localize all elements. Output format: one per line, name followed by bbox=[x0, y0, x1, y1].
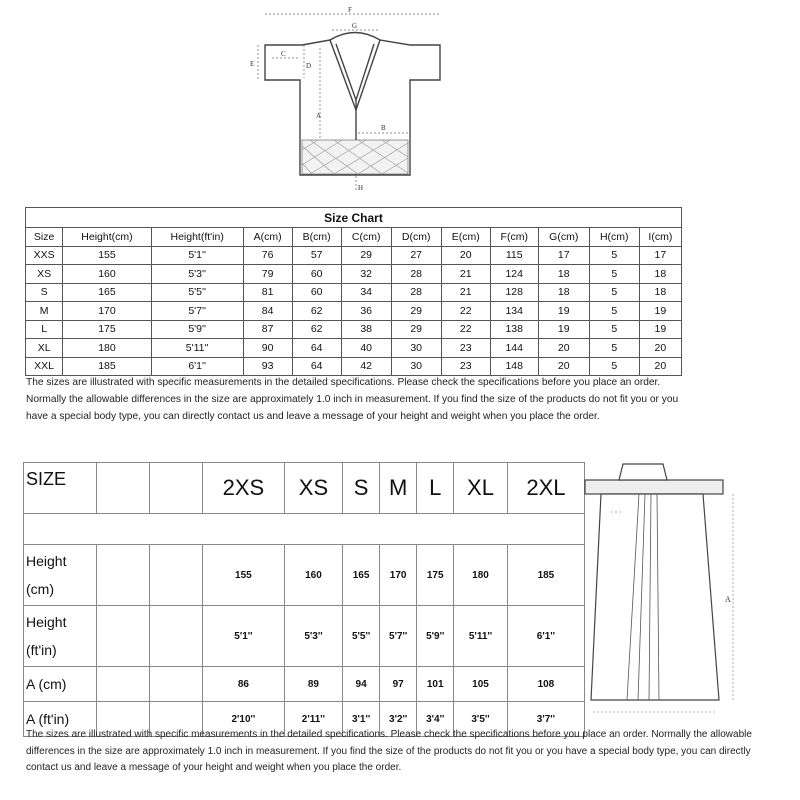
table-cell: S bbox=[26, 283, 63, 302]
table-cell: 5'9'' bbox=[151, 320, 243, 339]
size-chart-header-cell: D(cm) bbox=[391, 228, 441, 247]
table-cell: 3'2'' bbox=[380, 702, 417, 737]
table-row bbox=[26, 283, 682, 302]
table-cell: L bbox=[26, 320, 63, 339]
table-cell: 128 bbox=[490, 283, 538, 302]
table-cell: 5'9'' bbox=[417, 606, 454, 667]
table-cell: 3'4'' bbox=[417, 702, 454, 737]
table-cell: 5'5'' bbox=[151, 283, 243, 302]
hakama-size-header: XS bbox=[284, 463, 342, 514]
table-cell: 3'5'' bbox=[454, 702, 508, 737]
blank-cell bbox=[150, 545, 203, 606]
table-cell: 20 bbox=[639, 339, 681, 358]
table-cell: 27 bbox=[391, 246, 441, 265]
row-label-line1: A (ft'in) bbox=[26, 711, 70, 727]
table-cell: 138 bbox=[490, 320, 538, 339]
table-cell: 86 bbox=[203, 667, 285, 702]
table-cell: 20 bbox=[538, 357, 589, 376]
table-cell: 94 bbox=[343, 667, 380, 702]
spacer-cell bbox=[24, 514, 585, 545]
blank-cell bbox=[150, 606, 203, 667]
table-cell: 30 bbox=[391, 357, 441, 376]
table-cell: 170 bbox=[63, 302, 152, 321]
table-row bbox=[26, 302, 682, 321]
diagram-label-d: D bbox=[306, 62, 312, 70]
row-label-line1: Height bbox=[26, 553, 67, 569]
hakama-label-a: A bbox=[725, 595, 731, 604]
table-cell: 29 bbox=[341, 246, 391, 265]
table-row bbox=[24, 606, 585, 667]
table-cell: 5 bbox=[589, 339, 639, 358]
table-cell: 20 bbox=[441, 246, 490, 265]
size-chart-header-cell: Height(ft'in) bbox=[151, 228, 243, 247]
table-cell: 160 bbox=[63, 265, 152, 284]
table-cell: 3'7'' bbox=[507, 702, 584, 737]
table-cell: 5'3'' bbox=[284, 606, 342, 667]
diagram-label-h: H bbox=[358, 184, 364, 190]
table-cell: 18 bbox=[538, 265, 589, 284]
table-cell: 64 bbox=[292, 339, 341, 358]
table-cell: 5'1'' bbox=[151, 246, 243, 265]
table-cell: 32 bbox=[341, 265, 391, 284]
diagram-label-f: F bbox=[348, 6, 352, 14]
size-chart-title: Size Chart bbox=[26, 208, 682, 228]
size-chart-header-cell: H(cm) bbox=[589, 228, 639, 247]
table-cell: 124 bbox=[490, 265, 538, 284]
table-cell: 20 bbox=[538, 339, 589, 358]
hakama-size-header: S bbox=[343, 463, 380, 514]
blank-cell bbox=[150, 667, 203, 702]
spacer-row bbox=[24, 514, 585, 545]
diagram-label-a: A bbox=[316, 112, 322, 120]
table-cell: 64 bbox=[292, 357, 341, 376]
table-cell: 165 bbox=[63, 283, 152, 302]
table-cell: XXL bbox=[26, 357, 63, 376]
table-cell: 5'11'' bbox=[454, 606, 508, 667]
hakama-header-row bbox=[24, 463, 585, 514]
table-cell: XS bbox=[26, 265, 63, 284]
table-cell: 5'3'' bbox=[151, 265, 243, 284]
table-cell: 29 bbox=[391, 302, 441, 321]
table-cell: 5 bbox=[589, 302, 639, 321]
size-chart-header-cell: A(cm) bbox=[243, 228, 292, 247]
table-cell: 155 bbox=[63, 246, 152, 265]
table-cell: 57 bbox=[292, 246, 341, 265]
hakama-size-table bbox=[23, 462, 585, 737]
table-cell: 165 bbox=[343, 545, 380, 606]
table-cell: 19 bbox=[538, 320, 589, 339]
table-cell: 185 bbox=[507, 545, 584, 606]
table-cell: 87 bbox=[243, 320, 292, 339]
hakama-row-label bbox=[24, 667, 97, 702]
table-cell: 5 bbox=[589, 283, 639, 302]
table-cell: 5'1'' bbox=[203, 606, 285, 667]
table-cell: 19 bbox=[639, 320, 681, 339]
table-cell: 18 bbox=[639, 283, 681, 302]
table-cell: 115 bbox=[490, 246, 538, 265]
table-cell: 5 bbox=[589, 320, 639, 339]
table-cell: 6'1'' bbox=[507, 606, 584, 667]
size-chart-table bbox=[25, 207, 682, 376]
diagram-label-g: G bbox=[352, 22, 358, 30]
table-cell: 180 bbox=[63, 339, 152, 358]
table-cell: 144 bbox=[490, 339, 538, 358]
table-cell: 18 bbox=[639, 265, 681, 284]
size-chart-header-cell: Size bbox=[26, 228, 63, 247]
table-cell: 90 bbox=[243, 339, 292, 358]
table-cell: 5'5'' bbox=[343, 606, 380, 667]
table-cell: 34 bbox=[341, 283, 391, 302]
hakama-size-header: L bbox=[417, 463, 454, 514]
table-cell: 101 bbox=[417, 667, 454, 702]
row-label-line1: A (cm) bbox=[26, 676, 67, 692]
diagram-label-c: C bbox=[281, 50, 286, 58]
hakama-size-header: 2XL bbox=[507, 463, 584, 514]
table-cell: 5 bbox=[589, 357, 639, 376]
hakama-size-header: XL bbox=[454, 463, 508, 514]
table-cell: 2'10'' bbox=[203, 702, 285, 737]
table-cell: 42 bbox=[341, 357, 391, 376]
size-chart-header-cell: G(cm) bbox=[538, 228, 589, 247]
table-cell: 155 bbox=[203, 545, 285, 606]
table-cell: 36 bbox=[341, 302, 391, 321]
table-cell: M bbox=[26, 302, 63, 321]
size-chart-body bbox=[26, 246, 682, 376]
table-cell: 134 bbox=[490, 302, 538, 321]
row-label-line1: Height bbox=[26, 614, 67, 630]
table-cell: 81 bbox=[243, 283, 292, 302]
row-label-line2: (ft'in) bbox=[26, 642, 57, 658]
diagram-label-e: E bbox=[250, 60, 255, 68]
table-cell: XXS bbox=[26, 246, 63, 265]
table-row bbox=[26, 339, 682, 358]
table-row bbox=[26, 246, 682, 265]
hakama-size-note: The sizes are illustrated with specific measurements in the detailed specifications. Please check the specifications before you place an order. Normally the allowable differences in the size are approximately 1.0 inch in measurement. If you find the size of the products do not fit you or you have a special body type, you can directly contact us and leave a message of your height and weight when you place the order. bbox=[26, 729, 752, 773]
size-chart-header-cell: E(cm) bbox=[441, 228, 490, 247]
size-chart-note: The sizes are illustrated with specific measurements in the detailed specifications. Please check the specifications before you place an order. Normally the allowable differences in the size are approximately 1.0 inch in measurement. If you find the size of the products do not fit you or you have a special body type, you can directly contact us and leave a message of your height and weight when you place the order. bbox=[26, 377, 679, 422]
table-cell: 20 bbox=[639, 357, 681, 376]
table-row bbox=[26, 320, 682, 339]
hakama-row-label bbox=[24, 545, 97, 606]
size-chart-header-row bbox=[26, 228, 682, 247]
table-cell: 5'7'' bbox=[151, 302, 243, 321]
table-cell: 62 bbox=[292, 302, 341, 321]
table-cell: XL bbox=[26, 339, 63, 358]
blank-cell bbox=[97, 606, 150, 667]
table-cell: 6'1'' bbox=[151, 357, 243, 376]
table-row bbox=[26, 265, 682, 284]
hakama-size-label: SIZE bbox=[24, 463, 97, 514]
hakama-size-header: M bbox=[380, 463, 417, 514]
size-chart-header-cell: Height(cm) bbox=[63, 228, 152, 247]
table-row bbox=[26, 357, 682, 376]
table-cell: 93 bbox=[243, 357, 292, 376]
table-cell: 97 bbox=[380, 667, 417, 702]
table-cell: 28 bbox=[391, 265, 441, 284]
table-cell: 2'11'' bbox=[284, 702, 342, 737]
table-cell: 105 bbox=[454, 667, 508, 702]
table-cell: 21 bbox=[441, 283, 490, 302]
blank-cell bbox=[97, 667, 150, 702]
table-cell: 40 bbox=[341, 339, 391, 358]
table-cell: 29 bbox=[391, 320, 441, 339]
table-cell: 17 bbox=[639, 246, 681, 265]
table-cell: 60 bbox=[292, 265, 341, 284]
blank-cell bbox=[97, 463, 150, 514]
table-cell: 62 bbox=[292, 320, 341, 339]
row-label-line2: (cm) bbox=[26, 581, 54, 597]
table-cell: 5'11'' bbox=[151, 339, 243, 358]
table-cell: 76 bbox=[243, 246, 292, 265]
table-row bbox=[24, 667, 585, 702]
table-cell: 30 bbox=[391, 339, 441, 358]
table-cell: 79 bbox=[243, 265, 292, 284]
table-cell: 108 bbox=[507, 667, 584, 702]
blank-cell bbox=[97, 545, 150, 606]
table-cell: 148 bbox=[490, 357, 538, 376]
table-row bbox=[24, 545, 585, 606]
table-cell: 22 bbox=[441, 320, 490, 339]
table-cell: 5'7'' bbox=[380, 606, 417, 667]
table-cell: 19 bbox=[538, 302, 589, 321]
table-cell: 22 bbox=[441, 302, 490, 321]
table-cell: 23 bbox=[441, 357, 490, 376]
table-cell: 3'1'' bbox=[343, 702, 380, 737]
table-cell: 5 bbox=[589, 246, 639, 265]
hakama-size-header: 2XS bbox=[203, 463, 285, 514]
table-cell: 18 bbox=[538, 283, 589, 302]
size-chart-header-cell: F(cm) bbox=[490, 228, 538, 247]
table-cell: 19 bbox=[639, 302, 681, 321]
size-chart-header-cell: B(cm) bbox=[292, 228, 341, 247]
table-cell: 17 bbox=[538, 246, 589, 265]
table-cell: 23 bbox=[441, 339, 490, 358]
table-cell: 28 bbox=[391, 283, 441, 302]
size-chart-header-cell: C(cm) bbox=[341, 228, 391, 247]
hakama-diagram bbox=[583, 462, 753, 722]
table-cell: 60 bbox=[292, 283, 341, 302]
hakama-row-label bbox=[24, 606, 97, 667]
table-cell: 180 bbox=[454, 545, 508, 606]
table-cell: 84 bbox=[243, 302, 292, 321]
blank-cell bbox=[150, 463, 203, 514]
diagram-label-b: B bbox=[381, 124, 386, 132]
jacket-diagram bbox=[250, 0, 450, 190]
table-cell: 21 bbox=[441, 265, 490, 284]
table-cell: 185 bbox=[63, 357, 152, 376]
table-cell: 170 bbox=[380, 545, 417, 606]
table-cell: 160 bbox=[284, 545, 342, 606]
table-cell: 175 bbox=[417, 545, 454, 606]
table-cell: 175 bbox=[63, 320, 152, 339]
table-cell: 38 bbox=[341, 320, 391, 339]
size-chart-header-cell: I(cm) bbox=[639, 228, 681, 247]
table-cell: 89 bbox=[284, 667, 342, 702]
table-cell: 5 bbox=[589, 265, 639, 284]
